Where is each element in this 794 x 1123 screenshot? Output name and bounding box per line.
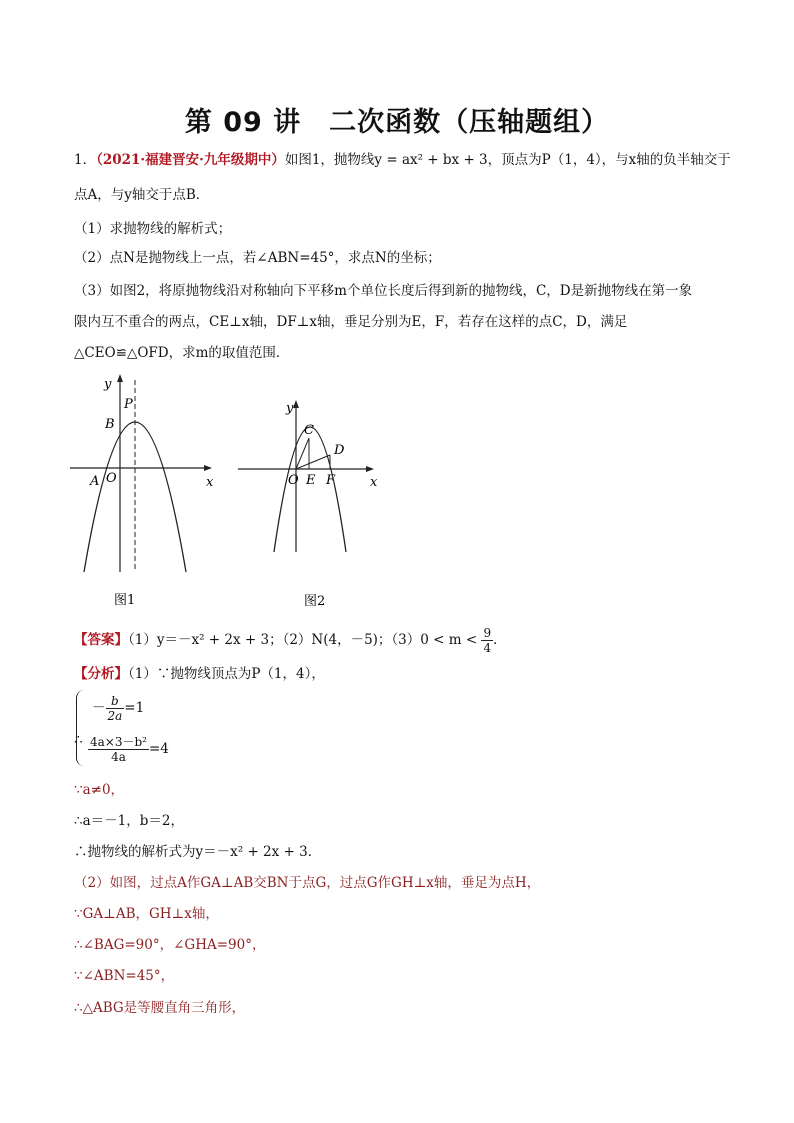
fig1-label-P: P [124, 397, 133, 412]
eq1-fraction [106, 694, 125, 723]
fig1-label-x: x [206, 475, 214, 490]
analysis-a-ne-0: ∵a≠0， [74, 782, 125, 798]
question-1: （1）求抛物线的解析式； [74, 221, 232, 237]
question-3-line-1: （3）如图2，将原抛物线沿对称轴向下平移m个单位长度后得到新的抛物线，C，D是新抛物线在第一象 [74, 283, 693, 299]
fig2-label-O: O [288, 473, 299, 488]
eq1-prefix: － [92, 700, 106, 716]
eq2-den: 4a [111, 750, 126, 764]
problem-source: （2021·福建晋安·九年级期中） [96, 152, 285, 168]
analysis-intro: （1）∵抛物线顶点为P（1，4）， [128, 666, 325, 682]
problem-intro: 如图1，抛物线y = ax² + bx + 3，顶点为P（1，4），与x轴的负半轴交于 [284, 152, 731, 168]
fig1-label-O: O [106, 471, 117, 486]
analysis-angles: ∴∠BAG=90°，∠GHA=90°， [74, 937, 266, 953]
analysis-q2-construction: （2）如图，过点A作GA⊥AB交BN于点G，过点G作GH⊥x轴，垂足为点H， [74, 875, 541, 891]
fig2-label-x: x [370, 475, 378, 490]
fig1-label-y: y [104, 377, 112, 392]
fig2-label-C: C [304, 423, 314, 438]
analysis-expression: ∴抛物线的解析式为y＝－x² + 2x + 3． [74, 844, 322, 860]
fig2-x-arrow-icon [366, 466, 374, 472]
question-3-line-2: 限内互不重合的两点，CE⊥x轴，DF⊥x轴，垂足分别为E，F，若存在这样的点C，D，满足 [74, 314, 628, 330]
analysis-perpendicular: ∵GA⊥AB，GH⊥x轴， [74, 906, 219, 922]
answer-text: （1）y＝－x² + 2x + 3；（2）N(4，－5)；（3）0 < m < [128, 632, 478, 648]
fig1-label-B: B [105, 417, 115, 432]
problem-line-1 [74, 150, 734, 170]
question-3-line-3: △CEO≌△OFD，求m的取值范围． [74, 345, 290, 361]
answer-line [74, 626, 734, 655]
eq1-rhs: =1 [124, 700, 145, 716]
fig1-y-arrow-icon [117, 374, 123, 382]
fig1-label-A: A [90, 474, 100, 489]
page-title: 第 09 讲 二次函数（压轴题组） [184, 107, 610, 138]
therefore-symbol: ∴ [74, 732, 83, 748]
eq1-den: 2a [107, 709, 123, 723]
fig2-label-y: y [286, 401, 294, 416]
analysis-a-b-values: ∴a＝－1，b＝2， [74, 813, 184, 829]
equation-2 [88, 735, 748, 764]
fig1-caption: 图1 [114, 593, 136, 608]
fig2-y-arrow-icon [293, 400, 299, 408]
answer-end: ． [493, 632, 507, 648]
analysis-isosceles: ∴△ABG是等腰直角三角形， [74, 1000, 246, 1016]
fig2-label-E: E [306, 473, 316, 488]
equation-1 [92, 694, 752, 723]
answer-frac-num: 9 [483, 626, 492, 640]
answer-tag: 【答案】 [74, 632, 128, 648]
question-2: （2）点N是抛物线上一点，若∠ABN=45°，求点N的坐标； [74, 250, 441, 266]
fig2-label-F: F [326, 473, 336, 488]
fig2-caption: 图2 [304, 594, 326, 609]
problem-line-2: 点A，与y轴交于点B． [74, 187, 210, 203]
eq2-fraction [88, 735, 149, 764]
figure-1 [66, 372, 226, 612]
fig2-label-D: D [334, 443, 345, 458]
analysis-abn: ∵∠ABN=45°， [74, 968, 175, 984]
answer-fraction [481, 626, 493, 655]
eq1-num: b [106, 694, 125, 709]
fig1-x-arrow-icon [204, 465, 212, 471]
equation-brace [76, 690, 87, 766]
eq2-rhs: =4 [148, 741, 169, 757]
eq2-num: 4a×3－b² [90, 735, 147, 749]
problem-number: 1． [74, 152, 97, 168]
figure-2 [234, 392, 394, 617]
answer-frac-den: 4 [483, 641, 492, 655]
analysis-line-1 [74, 664, 734, 684]
analysis-tag: 【分析】 [74, 666, 128, 682]
